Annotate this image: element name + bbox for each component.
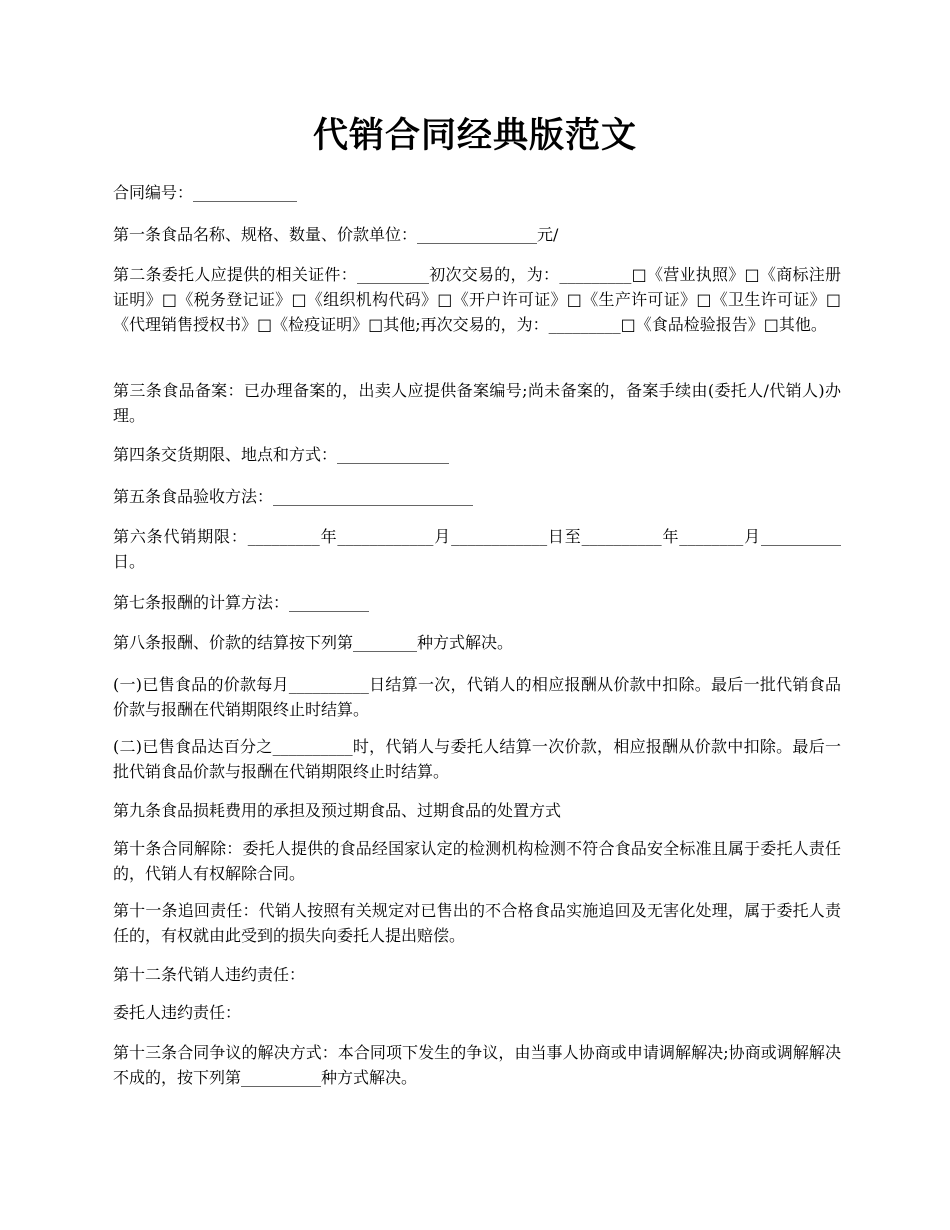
- article-8: 第八条报酬、价款的结算按下列第________种方式解决。: [113, 633, 514, 652]
- article-9: 第九条食品损耗费用的承担及预过期食品、过期食品的处置方式: [113, 801, 562, 820]
- article-11: 第十一条追回责任：代销人按照有关规定对已售出的不合格食品实施追回及无害化处理，属于委托人责任的，有权就由此受到的损失向委托人提出赔偿。: [113, 901, 841, 945]
- article-12: 第十二条代销人违约责任：: [113, 965, 306, 984]
- document-title: 代销合同经典版范文: [312, 116, 637, 156]
- article-4: 第四条交货期限、地点和方式：______________: [113, 445, 450, 464]
- article-1: 第一条食品名称、规格、数量、价款单位：_______________元/: [113, 225, 559, 244]
- principal-breach-liability: 委托人违约责任：: [113, 1003, 242, 1022]
- article-2: 第二条委托人应提供的相关证件：_________初次交易的，为：_________□《营业执照》□《商标注册证明》□《税务登记证》□《组织机构代码》□《开户许可证》□《生产许可证》□《卫生许可证》□《代理销售授权书》□《检疫证明》□其他;再次交易的，为：_________□《食品检验报告》□其他。: [113, 265, 841, 334]
- contract-number: 合同编号：_____________: [113, 183, 298, 202]
- article-13: 第十三条合同争议的解决方式：本合同项下发生的争议，由当事人协商或申请调解解决;协商或调解解决不成的，按下列第__________种方式解决。: [113, 1043, 841, 1087]
- article-3: 第三条食品备案：已办理备案的，出卖人应提供备案编号;尚未备案的，备案手续由(委托人/代销人)办理。: [113, 381, 841, 425]
- article-8-option-1: (一)已售食品的价款每月__________日结算一次，代销人的相应报酬从价款中扣除。最后一批代销食品价款与报酬在代销期限终止时结算。: [113, 675, 841, 719]
- article-10: 第十条合同解除：委托人提供的食品经国家认定的检测机构检测不符合食品安全标准且属于委托人责任的，代销人有权解除合同。: [113, 839, 841, 883]
- article-6: 第六条代销期限：_________年____________月____________日至__________年________月__________日。: [113, 527, 841, 571]
- article-7: 第七条报酬的计算方法：__________: [113, 593, 370, 612]
- article-5: 第五条食品验收方法：_________________________: [113, 487, 474, 506]
- article-8-option-2: (二)已售食品达百分之__________时，代销人与委托人结算一次价款，相应报酬从价款中扣除。最后一批代销食品价款与报酬在代销期限终止时结算。: [113, 737, 841, 781]
